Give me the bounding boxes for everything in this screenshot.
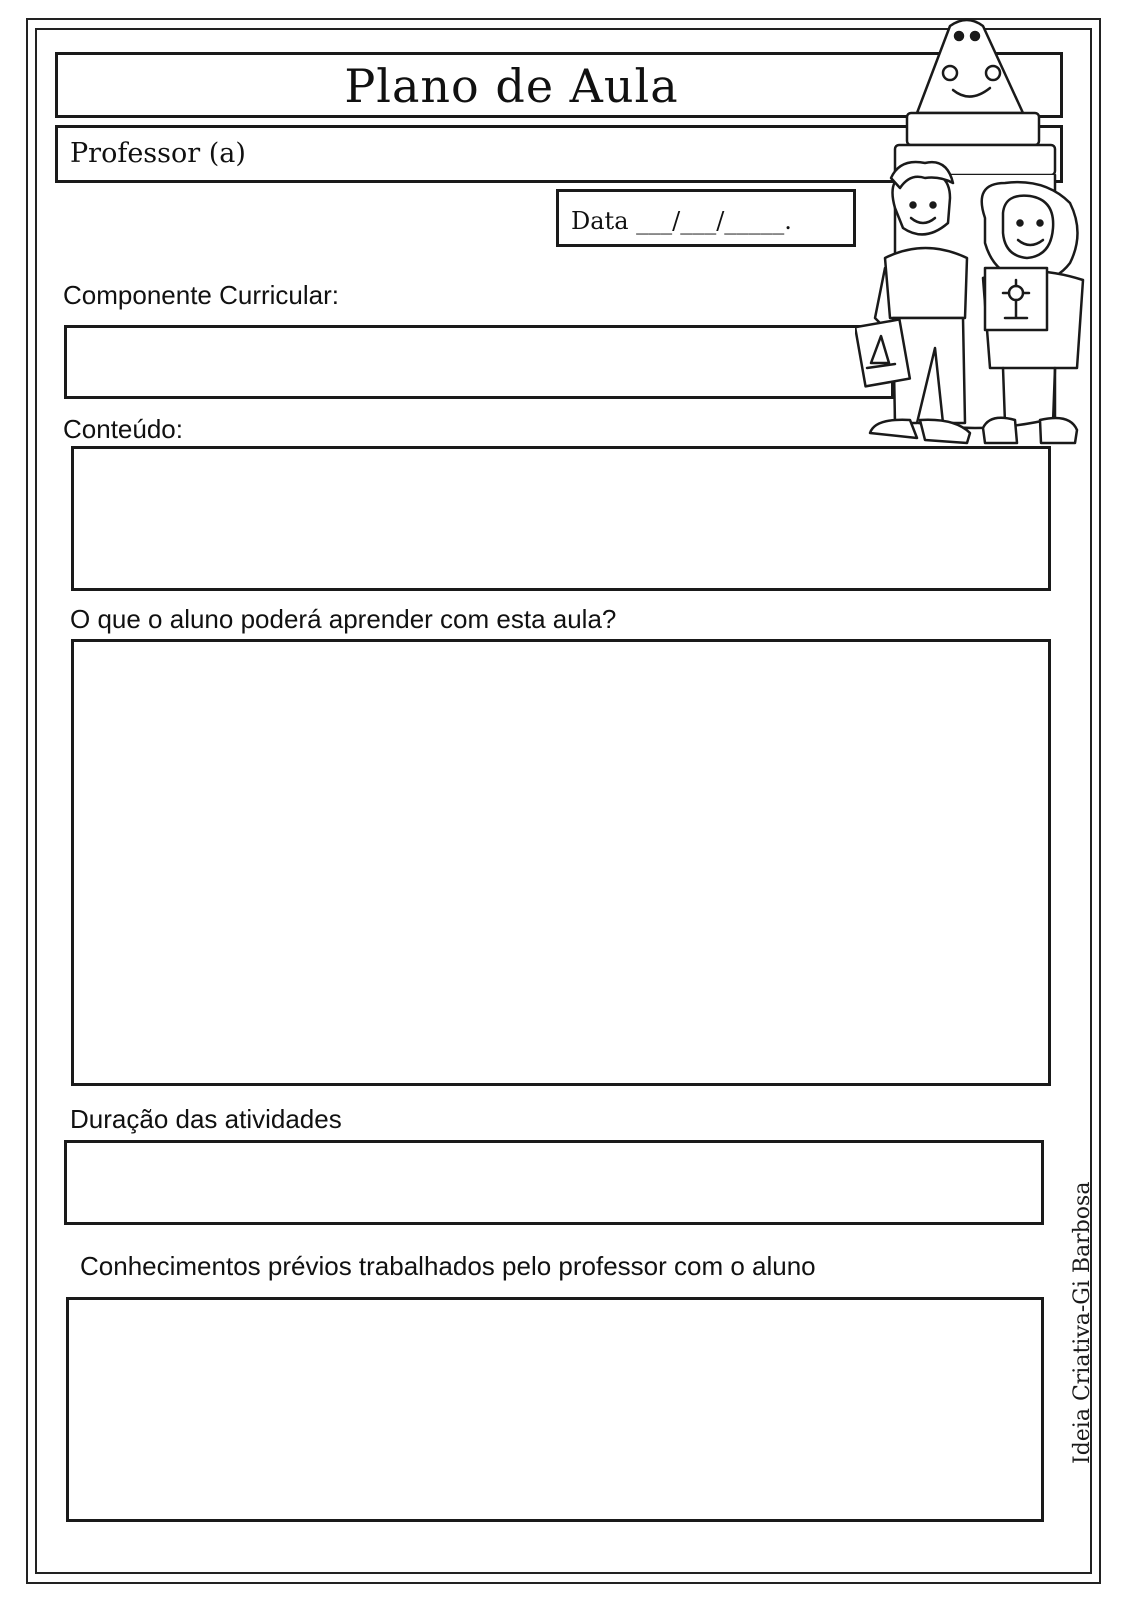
boy-eye-left: [911, 203, 916, 208]
boy-shoe-left: [870, 420, 917, 438]
boy-eye-right: [931, 203, 936, 208]
boy-shirt: [885, 248, 967, 318]
girl-face: [1003, 196, 1053, 258]
crayon-eye-left: [955, 32, 963, 40]
children-crayon-illustration: [855, 18, 1095, 458]
prior-knowledge-label: Conhecimentos prévios trabalhados pelo professor com o aluno: [80, 1251, 816, 1281]
girl-eye-right: [1038, 221, 1043, 226]
learning-field[interactable]: [71, 639, 1051, 1086]
crayon-cheek-left: [943, 66, 957, 80]
crayon-eye-right: [971, 32, 979, 40]
component-field[interactable]: [64, 325, 894, 399]
girl-shoe-left: [983, 418, 1017, 443]
crayon-tip: [917, 20, 1023, 113]
teacher-label: Professor (a): [70, 138, 246, 169]
content-field[interactable]: [71, 446, 1051, 591]
credit-text: [1068, 1134, 1098, 1466]
page-title: Plano de Aula: [344, 59, 679, 113]
duration-field[interactable]: [64, 1140, 1044, 1225]
crayon-band: [907, 113, 1039, 145]
prior-knowledge-field[interactable]: [66, 1297, 1044, 1522]
credit-svg: [1068, 1134, 1098, 1466]
girl-eye-left: [1018, 221, 1023, 226]
sailboat-drawing: [855, 319, 910, 386]
date-field[interactable]: [556, 189, 856, 247]
duration-label: Duração das atividades: [70, 1104, 342, 1134]
date-label: Data ___/___/_____.: [571, 207, 792, 235]
crayon-cheek-right: [986, 66, 1000, 80]
girl-shoe-right: [1040, 418, 1077, 443]
component-label: Componente Curricular:: [63, 280, 340, 310]
learning-label: O que o aluno poderá aprender com esta aula?: [70, 604, 617, 634]
boy-arm: [875, 268, 885, 328]
credit-label: Ideia Criativa-Gi Barbosa: [1070, 1181, 1095, 1464]
content-label: Conteúdo:: [63, 414, 183, 444]
flower-center: [1009, 286, 1023, 300]
